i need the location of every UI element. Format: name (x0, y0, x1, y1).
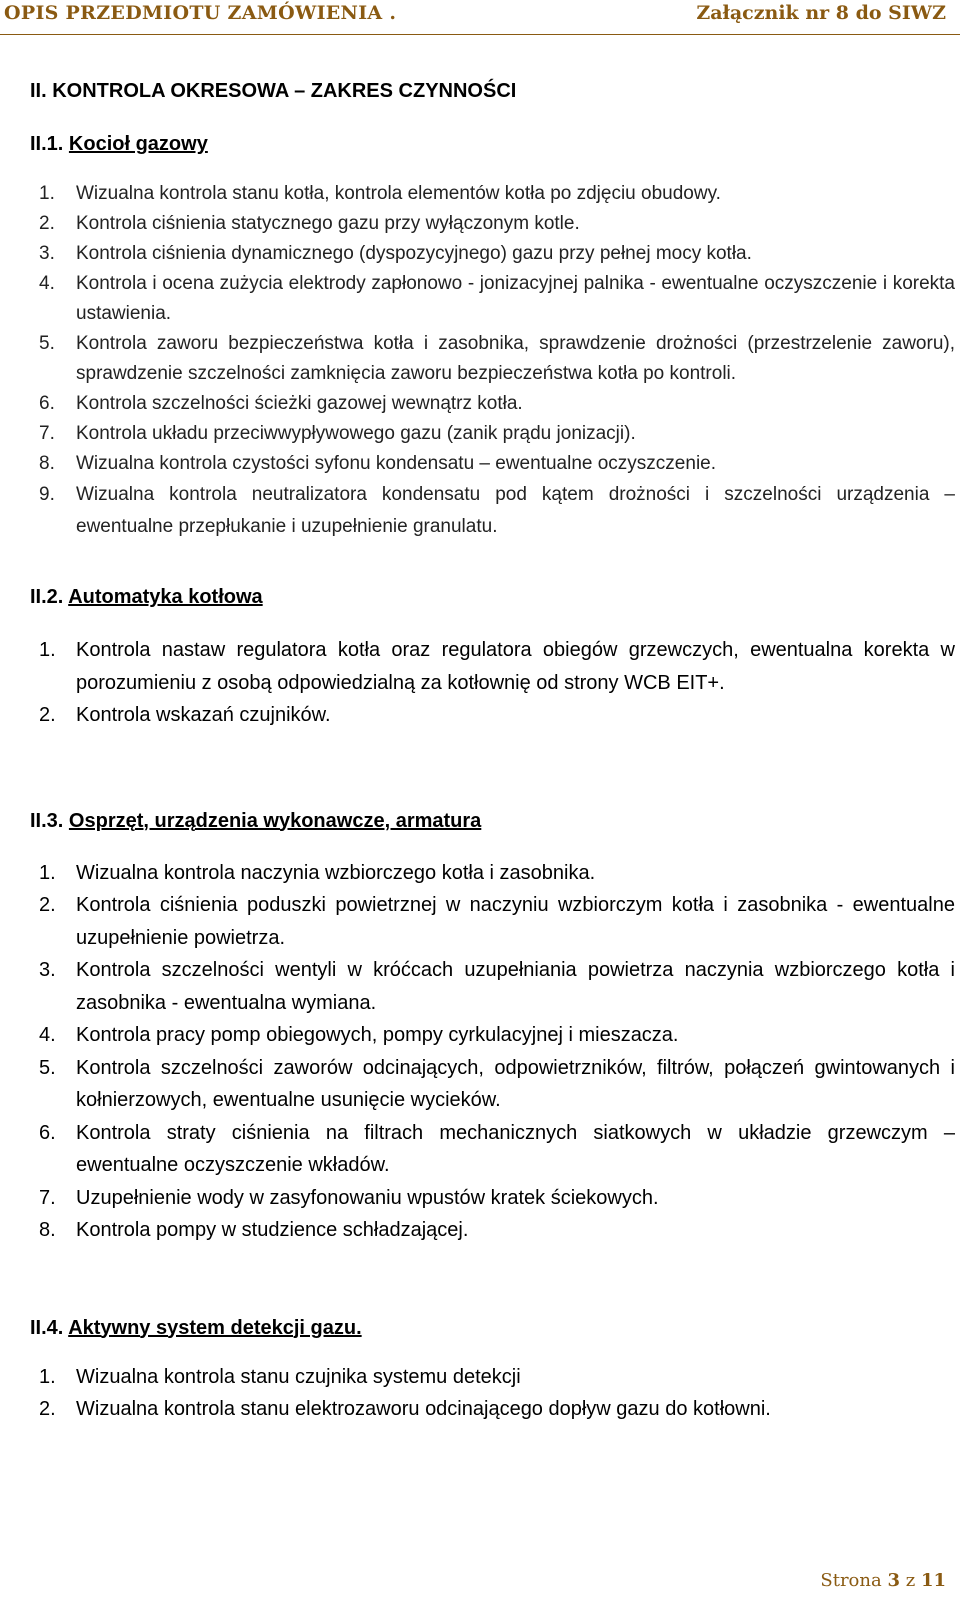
item-number: 1. (39, 1365, 56, 1388)
section-heading (30, 1315, 955, 1341)
footer-of: z (905, 1570, 916, 1591)
header-divider (0, 34, 960, 35)
list-item (30, 1393, 955, 1426)
item-number: 2. (39, 894, 56, 916)
item-text: Wizualna kontrola stanu elektrozaworu odcinającego dopływ gazu do kotłowni. (76, 1398, 771, 1420)
item-number: 3. (39, 243, 55, 264)
item-number: 1. (39, 861, 56, 884)
list-item (30, 179, 955, 209)
footer-label: Strona (820, 1570, 882, 1591)
section-number: II.2. (30, 586, 64, 608)
item-number: 5. (39, 1056, 56, 1079)
list-item (30, 419, 955, 449)
section-number: II.3. (30, 809, 64, 832)
item-text: Kontrola szczelności zaworów odcinających, odpowietrzników, filtrów, połączeń gwintowanych i kołnierzowych, ewentualne usunięcie wycieków. (76, 1056, 955, 1111)
item-number: 7. (39, 1186, 56, 1209)
item-text: Wizualna kontrola neutralizatora kondensatu pod kątem drożności i szczelności urządzenia – ewentualne przepłukanie i uzupełnienie granulatu. (76, 484, 955, 537)
section-title: Aktywny system detekcji gazu. (68, 1316, 362, 1339)
list-item (30, 889, 955, 954)
item-number: 8. (39, 453, 55, 474)
item-text: Kontrola ciśnienia poduszki powietrznej w naczyniu wzbiorczym kotła i zasobnika - ewentualne uzupełnienie powietrza. (76, 894, 955, 949)
item-number: 1. (39, 639, 56, 661)
item-number: 2. (39, 1398, 56, 1420)
page-footer (820, 1570, 946, 1591)
item-text: Kontrola i ocena zużycia elektrody zapłonowo - jonizacyjnej palnika - ewentualne oczyszczenie i korekta ustawienia. (76, 273, 955, 324)
section-title: Kocioł gazowy (68, 133, 208, 155)
item-number: 3. (39, 959, 56, 981)
list-item (30, 954, 955, 1019)
list-item (30, 209, 955, 239)
list-item (30, 1052, 955, 1117)
item-text: Kontrola układu przeciwwypływowego gazu (zanik prądu jonizacji). (76, 423, 636, 444)
item-number: 9. (39, 484, 55, 505)
item-text: Kontrola pracy pomp obiegowych, pompy cyrkulacyjnej i mieszacza. (76, 1024, 679, 1046)
document-body (30, 68, 955, 1426)
item-number: 4. (39, 273, 55, 294)
item-text: Kontrola szczelności wentyli w króćcach uzupełniania powietrza naczynia wzbiorczego kotła i zasobnika - ewentualna wymiana. (76, 959, 955, 1014)
header-attachment-label: Załącznik nr 8 do SIWZ (696, 2, 946, 24)
item-text: Wizualna kontrola stanu kotła, kontrola elementów kotła po zdjęciu obudowy. (76, 183, 721, 204)
page-header (0, 0, 960, 34)
list-item (30, 449, 955, 479)
footer-page-number: 3 (887, 1570, 900, 1591)
list-item (30, 269, 955, 329)
item-text: Kontrola szczelności ścieżki gazowej wewnątrz kotła. (76, 393, 523, 414)
item-number: 1. (39, 183, 55, 204)
item-text: Kontrola wskazań czujników. (76, 704, 331, 726)
item-text: Kontrola ciśnienia dynamicznego (dyspozycyjnego) gazu przy pełnej mocy kotła. (76, 243, 752, 264)
section-heading (30, 808, 955, 834)
item-text: Kontrola straty ciśnienia na filtrach mechanicznych siatkowych w układzie grzewczym – ewentualne oczyszczenie wkładów. (76, 1121, 955, 1176)
list-item (30, 1019, 955, 1052)
item-text: Kontrola zaworu bezpieczeństwa kotła i zasobnika, sprawdzenie drożności (przestrzelenie zaworu), sprawdzenie szczelności zamknięcia zaworu bezpieczeństwa kotła po kontroli. (76, 333, 955, 384)
item-text: Uzupełnienie wody w zasyfonowaniu wpustów kratek ściekowych. (76, 1186, 659, 1209)
section-heading (30, 584, 955, 610)
section-title: Automatyka kotłowa (68, 586, 263, 608)
list-item (30, 389, 955, 419)
section-list (30, 634, 955, 732)
item-text: Kontrola nastaw regulatora kotła oraz regulatora obiegów grzewczych, ewentualna korekta w porozumieniu z osobą odpowiedzialną za kotłownię od strony WCB EIT+. (76, 639, 955, 694)
section-list (30, 857, 955, 1247)
item-number: 5. (39, 333, 55, 354)
item-text: Kontrola ciśnienia statycznego gazu przy wyłączonym kotle. (76, 213, 580, 234)
list-item (30, 479, 955, 543)
section-number: II.4. (30, 1316, 64, 1339)
item-text: Wizualna kontrola stanu czujnika systemu detekcji (76, 1365, 521, 1388)
list-item (30, 1361, 955, 1394)
item-number: 2. (39, 704, 56, 726)
list-item (30, 634, 955, 699)
footer-total-pages: 11 (920, 1570, 946, 1591)
item-number: 7. (39, 423, 55, 444)
section-number: II.1. (30, 133, 64, 155)
header-left-title: OPIS PRZEDMIOTU ZAMÓWIENIA . (4, 2, 397, 24)
list-item (30, 239, 955, 269)
item-number: 6. (39, 1121, 56, 1144)
section-list (30, 1361, 955, 1426)
item-number: 6. (39, 393, 55, 414)
item-number: 2. (39, 213, 55, 234)
list-item (30, 329, 955, 389)
section-title: Osprzęt, urządzenia wykonawcze, armatura (68, 809, 482, 832)
item-text: Kontrola pompy w studzience schładzającej. (76, 1219, 469, 1241)
item-number: 4. (39, 1024, 56, 1046)
list-item (30, 857, 955, 890)
document-title: II. KONTROLA OKRESOWA – ZAKRES CZYNNOŚCI (30, 80, 517, 102)
list-item (30, 699, 955, 732)
item-number: 8. (39, 1219, 56, 1241)
list-item (30, 1214, 955, 1247)
item-text: Wizualna kontrola czystości syfonu kondensatu – ewentualne oczyszczenie. (76, 453, 717, 474)
section-heading (30, 131, 955, 157)
item-text: Wizualna kontrola naczynia wzbiorczego kotła i zasobnika. (76, 861, 596, 884)
list-item (30, 1182, 955, 1215)
section-list (30, 179, 955, 543)
list-item (30, 1117, 955, 1182)
